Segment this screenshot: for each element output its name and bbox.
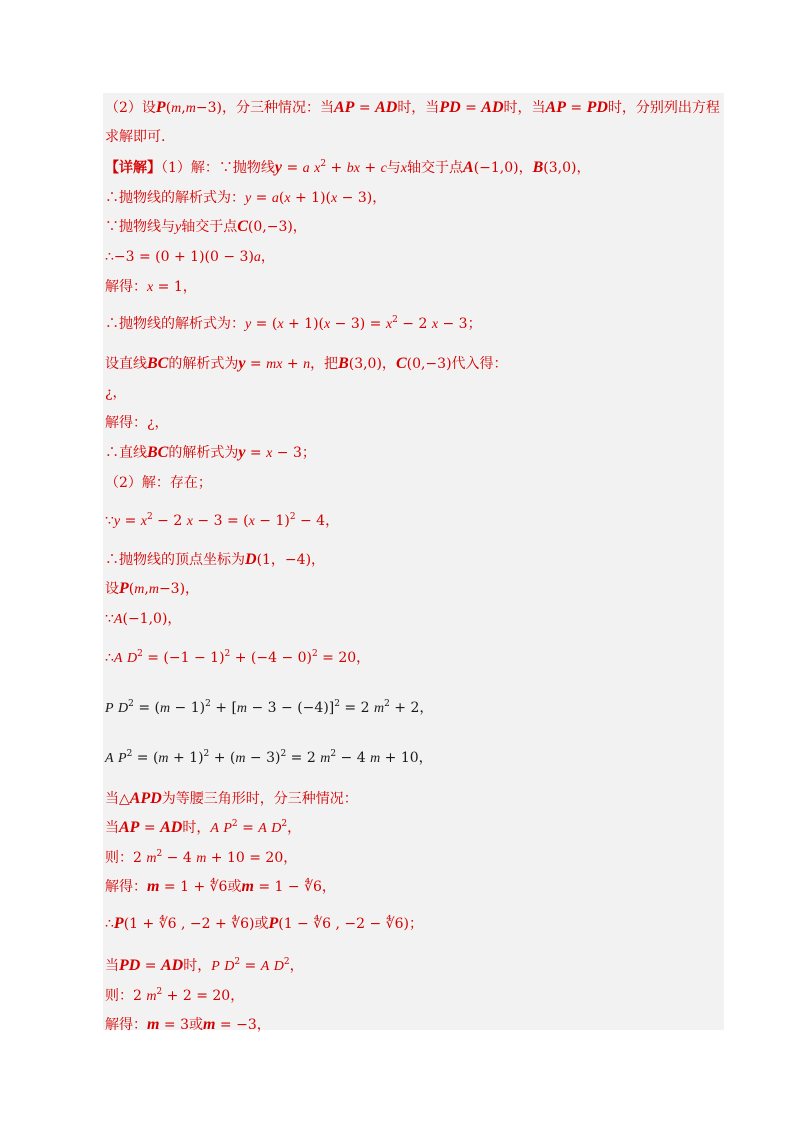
text-line: ∵y = $x^2 - 2$ $x - 3 = (x - 1)^2 - 4$， [105, 512, 340, 529]
text-line: ¿， [105, 385, 127, 401]
text-line: 则：2 $m^2 + 2 = 20$， [105, 987, 245, 1004]
text-line: 设直线BC的解析式为y = mx + n，把B(3,0)，C(0,−3)代入得： [105, 355, 508, 372]
text-line: ∴抛物线的顶点坐标为D(1，−4)， [105, 551, 326, 568]
text-line: 则：2 $m^2 - 4$ m + 10 = 20， [105, 849, 298, 866]
text-line: ∴A $D^2 = (-1 - 1)^2 + (-4 - 0)^2 = 20$， [105, 649, 371, 666]
text-line: ∴抛物线的解析式为：y = a(x + 1)(x − 3)， [105, 190, 387, 206]
text-line: 设P(m,m−3)， [105, 580, 200, 597]
text-line: ∵A(−1,0)， [105, 611, 182, 627]
text-line: 解得：m = 1 + ∜6或m = 1 − ∜6， [105, 878, 336, 895]
text-line: 解得：m = 3或m = −3， [105, 1016, 271, 1033]
text-line: ∴−3 = (0 + 1)(0 − 3)a， [105, 249, 275, 265]
text-line: 当AP = AD时，A $P^2 = A$ $D^2$， [105, 819, 302, 836]
text-line: ∵抛物线与y轴交于点C(0,−3)， [105, 218, 307, 235]
text-line: （2）解：存在； [105, 475, 212, 491]
text-line: 当PD = AD时，P $D^2 = A$ $D^2$， [105, 957, 304, 974]
text-line: ∴抛物线的解析式为：$y = (x + 1)(x - 3) = x^2 - 2$ x − 3； [105, 315, 482, 332]
text-line: P $D^2 = (m - 1)^2 + [m - 3 - (-4)]^2 = 2$ $m^2 + 2$， [105, 699, 434, 716]
text-line: 解得：¿， [105, 415, 169, 431]
text-line: 当△APD为等腰三角形时，分三种情况： [105, 790, 358, 807]
text-line: ∴P(1 + ∜6 , −2 + ∜6)或P(1 − ∜6 , −2 − ∜6)； [105, 915, 423, 932]
text-line: （2）设P(m,m−3)，分三种情况：当AP = AD时，当PD = AD时，当AP = PD时，分别列出方程 [105, 99, 720, 116]
text-line: 解得：x = 1， [105, 279, 197, 295]
text-line: ∴直线BC的解析式为y = x − 3； [105, 444, 316, 461]
text-line: 求解即可. [105, 129, 166, 145]
text-line: A $P^2 = (m + 1)^2 + (m - 3)^2 = 2$ $m^2 - 4$ m + 10， [105, 749, 433, 766]
text-line: 【详解】（1）解：∵抛物线y = a $x^2$ + bx + c与x轴交于点A(−1,0)，B(3,0)， [105, 159, 591, 176]
